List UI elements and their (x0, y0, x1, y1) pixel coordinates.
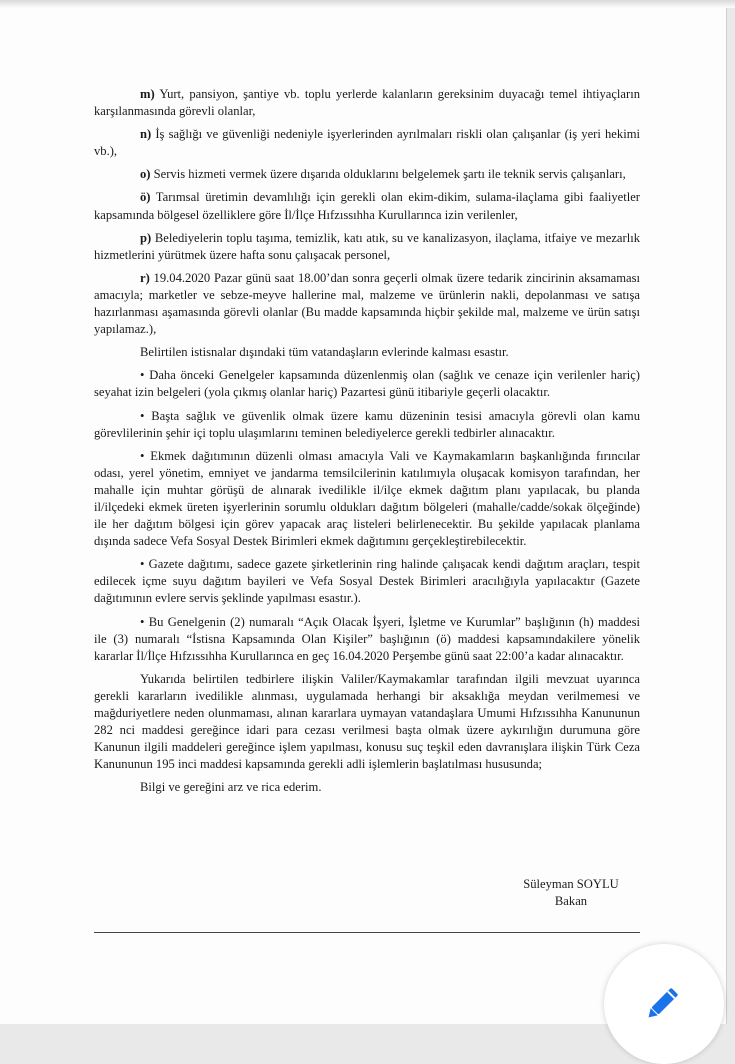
bullet-bread-distribution: • Ekmek dağıtımının düzenli olması amacıyla Vali ve Kaymakamların başkanlığında fırıncılar odası, yerel yönetim, emniyet ve jandarma temsilcilerinin katılımıyla oluşacak komisyon tarafından, her mahalle için muhtar görüşü de alınarak ivedilikle il/ilçe ekmek dağıtım planı yapılacak, bu planda il/ilçedeki ekmek üreten işyerlerinin sorumlu oldukları dağıtım bölgeleri (mahalle/cadde/sokak ölçeğinde) ile her dağıtım bölgesi için görev yapacak araç listeleri belirlenecektir. Bu şekilde yapılacak planlama dışında sadece Vefa Sosyal Destek Birimleri ekmek dağıtımını gerçekleştirebilecektir. (94, 448, 640, 549)
request-line: Bilgi ve gereğini arz ve rica ederim. (140, 780, 322, 795)
item-text: İş sağlığı ve güvenliği nedeniyle işyerlerinden ayrılmaları riskli olan çalışanlar (iş yeri hekimi vb.), (94, 127, 640, 159)
item-letter: r) (140, 270, 150, 285)
bullet-newspaper-distribution: • Gazete dağıtımı, sadece gazete şirketlerinin ring halinde çalışacak kendi dağıtım araçları, tespit edilecek içme suyu dağıtım bayileri ve Vefa Sosyal Destek Birimleri aracılığıyla yapılacaktır (Gazete dağıtımının evlere servis şeklinde yapılması esastır.). (94, 557, 640, 606)
item-letter: ö) (140, 190, 151, 205)
item-text: Tarımsal üretimin devamlılığı için gerekli olan ekim-dikim, sulama-ilaçlama gibi faaliyetler kapsamında bölgesel özelliklere göre İl/İlçe Hıfzıssıhha Kurullarınca izin verilenler, (94, 190, 640, 222)
item-o-umlaut (94, 189, 640, 223)
item-letter: n) (140, 127, 152, 142)
document-body (94, 86, 640, 802)
item-text: Servis hizmeti vermek üzere dışarıda olduklarını belgelemek şartı ile teknik servis çalışanları, (150, 167, 626, 182)
item-text: Yurt, pansiyon, şantiye vb. toplu yerlerde kalanların gereksinim duyacağı temel ihtiyaçların karşılanmasında görevli olanlar, (94, 87, 640, 119)
page-top-edge (0, 0, 735, 8)
item-r (94, 270, 640, 338)
bullet-public-transport: • Başta sağlık ve güvenlik olmak üzere kamu düzeninin tesisi amacıyla görevli olan kamu görevlilerinin şehir içi toplu ulaşımlarını teminen belediyelerce gerekli tedbirler alınacaktır. (94, 408, 640, 440)
signatory-title: Bakan (554, 894, 588, 908)
item-m (94, 86, 640, 120)
edit-button[interactable] (604, 944, 724, 1064)
item-p (94, 230, 640, 264)
item-o (94, 166, 640, 183)
item-letter: p) (140, 230, 152, 245)
footer-divider (94, 932, 640, 933)
bullet-decisions-deadline: • Bu Genelgenin (2) numaralı “Açık Olacak İşyeri, İşletme ve Kurumlar” başlığının (h) maddesi ile (3) numaralı “İstisna Kapsamında Olan Kişiler” başlığının (ö) maddesi kapsamındakilere yönelik kararlar İl/İlçe Hıfzıssıhha Kurullarınca en geç 16.04.2020 Perşembe günü saat 22:00’a kadar alınacaktır. (94, 614, 640, 663)
general-statement: Belirtilen istisnalar dışındaki tüm vatandaşların evlerinde kalması esastır. (140, 345, 509, 360)
signatory-name: Süleyman SOYLU (523, 877, 619, 891)
closing-paragraph: Yukarıda belirtilen tedbirlere ilişkin Valiler/Kaymakamlar tarafından ilgili mevzuat uyarınca gerekli kararların ivedilikle alınması, uygulamada herhangi bir aksaklığa meydan verilmemesi ve mağduriyetlere neden olunmaması, alınan kararlara uymayan vatandaşlara Umumi Hıfzıssıhha Kanununun 282 nci maddesi gereğince idari para cezası verilmesi başta olmak üzere aykırılığın durumuna göre Kanunun ilgili maddeleri gereğince işlem yapılması, konusu suç teşkil eden davranışlara ilişkin Türk Ceza Kanununun 195 inci maddesi kapsamında gerekli adli işlemlerin başlatılması hususunda; (94, 671, 640, 772)
item-letter: m) (140, 87, 155, 101)
item-text: Belediyelerin toplu taşıma, temizlik, katı atık, su ve kanalizasyon, ilaçlama, itfaiye ve mezarlık hizmetlerini yürütmek üzere hafta sonu çalışacak personel, (94, 230, 640, 262)
bullet-travel-permits: • Daha önceki Genelgeler kapsamında düzenlenmiş olan (sağlık ve cenaze için verilenler hariç) seyahat izin belgeleri (yola çıkmış olanlar hariç) Pazartesi günü itibariyle geçerli olacaktır. (94, 368, 640, 400)
item-letter: o) (140, 167, 151, 182)
item-text: 19.04.2020 Pazar günü saat 18.00’dan sonra geçerli olmak üzere tedarik zincirinin aksamaması amacıyla; marketler ve sebze-meyve hallerine mal, malzeme ve ürünlerin nakli, depolanması ve satışa hazırlanması aşamasında görevli olanlar (Bu madde kapsamında hiçbir şekilde mal, malzeme ve ürün satışı yapılamaz.), (94, 270, 640, 337)
signature-block (506, 876, 636, 910)
item-n (94, 126, 640, 160)
